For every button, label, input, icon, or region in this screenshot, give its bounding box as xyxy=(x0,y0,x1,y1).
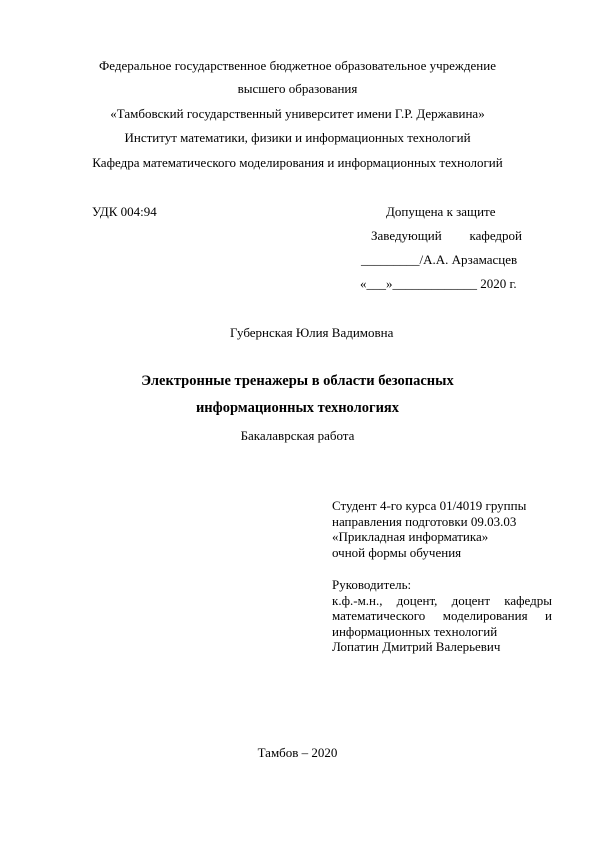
approval-head-word2: кафедрой xyxy=(469,228,522,243)
approval-head-word1: Заведующий xyxy=(371,228,442,243)
thesis-title-line1: Электронные тренажеры в области безопасных xyxy=(141,373,454,389)
city-year: Тамбов – 2020 xyxy=(257,745,338,760)
student-block xyxy=(332,498,552,560)
thesis-title-line2: информационных технологиях xyxy=(195,400,400,416)
approval-signature: _________/А.А. Арзамасцев xyxy=(361,252,518,267)
supervisor-word: математического xyxy=(332,608,426,623)
approval-date: «___»_____________ 2020 г. xyxy=(360,276,517,291)
supervisor-department-line xyxy=(332,608,552,624)
supervisor-degree-line xyxy=(332,593,552,609)
header-line-federal: Федеральное государственное бюджетное образовательное учреждение xyxy=(99,58,496,73)
author-name: Губернская Юлия Вадимовна xyxy=(230,325,394,340)
work-type: Бакалаврская работа xyxy=(240,428,355,443)
supervisor-department-line2: информационных технологий xyxy=(332,623,498,639)
supervisor-word: и xyxy=(545,608,552,623)
student-line-direction: направления подготовки 09.03.03 xyxy=(332,513,517,529)
udk-code: УДК 004:94 xyxy=(92,204,157,219)
approval-head xyxy=(371,228,522,244)
student-line-profile: «Прикладная информатика» xyxy=(332,529,489,544)
supervisor-word: моделирования xyxy=(442,608,528,623)
supervisor-word: доцент xyxy=(451,592,491,608)
supervisor-label: Руководитель: xyxy=(332,577,412,592)
supervisor-word: к.ф.-м.н., xyxy=(332,592,383,608)
approval-admitted: Допущена к защите xyxy=(386,204,496,219)
header-line-education: высшего образования xyxy=(237,81,358,96)
student-line-form: очной формы обучения xyxy=(332,544,462,560)
header-line-department: Кафедра математического моделирования и информационных технологий xyxy=(92,155,503,170)
supervisor-block xyxy=(332,577,552,655)
supervisor-word: доцент, xyxy=(396,592,438,608)
supervisor-word: кафедры xyxy=(504,592,552,608)
student-line-course: Студент 4-го курса 01/4019 группы xyxy=(332,498,527,513)
supervisor-name: Лопатин Дмитрий Валерьевич xyxy=(332,639,501,654)
header-line-institute: Институт математики, физики и информационных технологий xyxy=(124,130,471,145)
header-line-university: «Тамбовский государственный университет имени Г.Р. Державина» xyxy=(110,106,485,121)
